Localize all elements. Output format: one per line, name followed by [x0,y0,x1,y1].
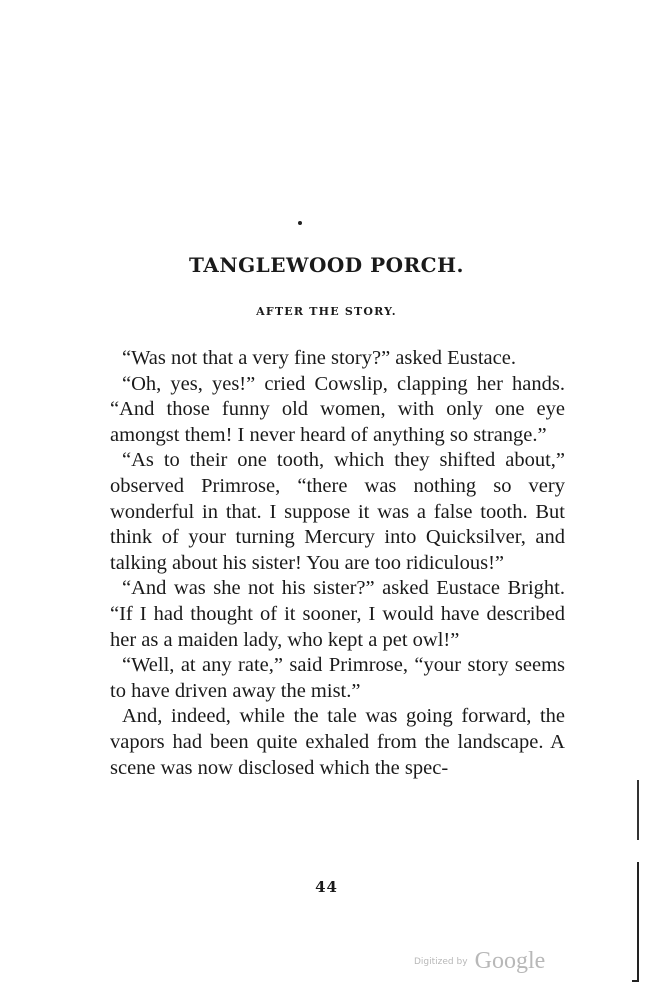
paragraph: “As to their one tooth, which they shifted about,” observed Primrose, “there was nothing so very wonderful in that. I suppose it was a false tooth. But think of your turning Mercury into Quicksilver, and talking about his sister! You are too ridiculous!” [110,449,565,574]
paragraph: And, indeed, while the tale was going forward, the vapors had been quite exhaled from the landscape. A scene was now disclosed which the spec- [110,705,565,779]
body-text [110,346,565,781]
paragraph: “And was she not his sister?” asked Eustace Bright. “If I had thought of it sooner, I would have described her as a maiden lady, who kept a pet owl!” [110,577,565,651]
watermark-brand: Google [474,948,546,974]
paragraph: “Well, at any rate,” said Primrose, “your story seems to have driven away the mist.” [110,654,565,702]
watermark-prefix: Digitized by [414,957,468,967]
page-edge-line [637,780,639,840]
paragraph: “Was not that a very fine story?” asked Eustace. [122,347,516,369]
ink-speck [298,221,302,225]
page-number: 44 [315,878,338,896]
digitized-watermark [414,948,545,975]
paragraph: “Oh, yes, yes!” cried Cowslip, clapping her hands. “And those funny old women, with only one eye amongst them! I never heard of anything so strange.” [110,372,565,446]
section-title: AFTER THE STORY. [256,305,397,318]
chapter-title: TANGLEWOOD PORCH. [189,253,464,277]
page-edge-line [637,862,639,982]
page-edge-line [632,980,639,982]
